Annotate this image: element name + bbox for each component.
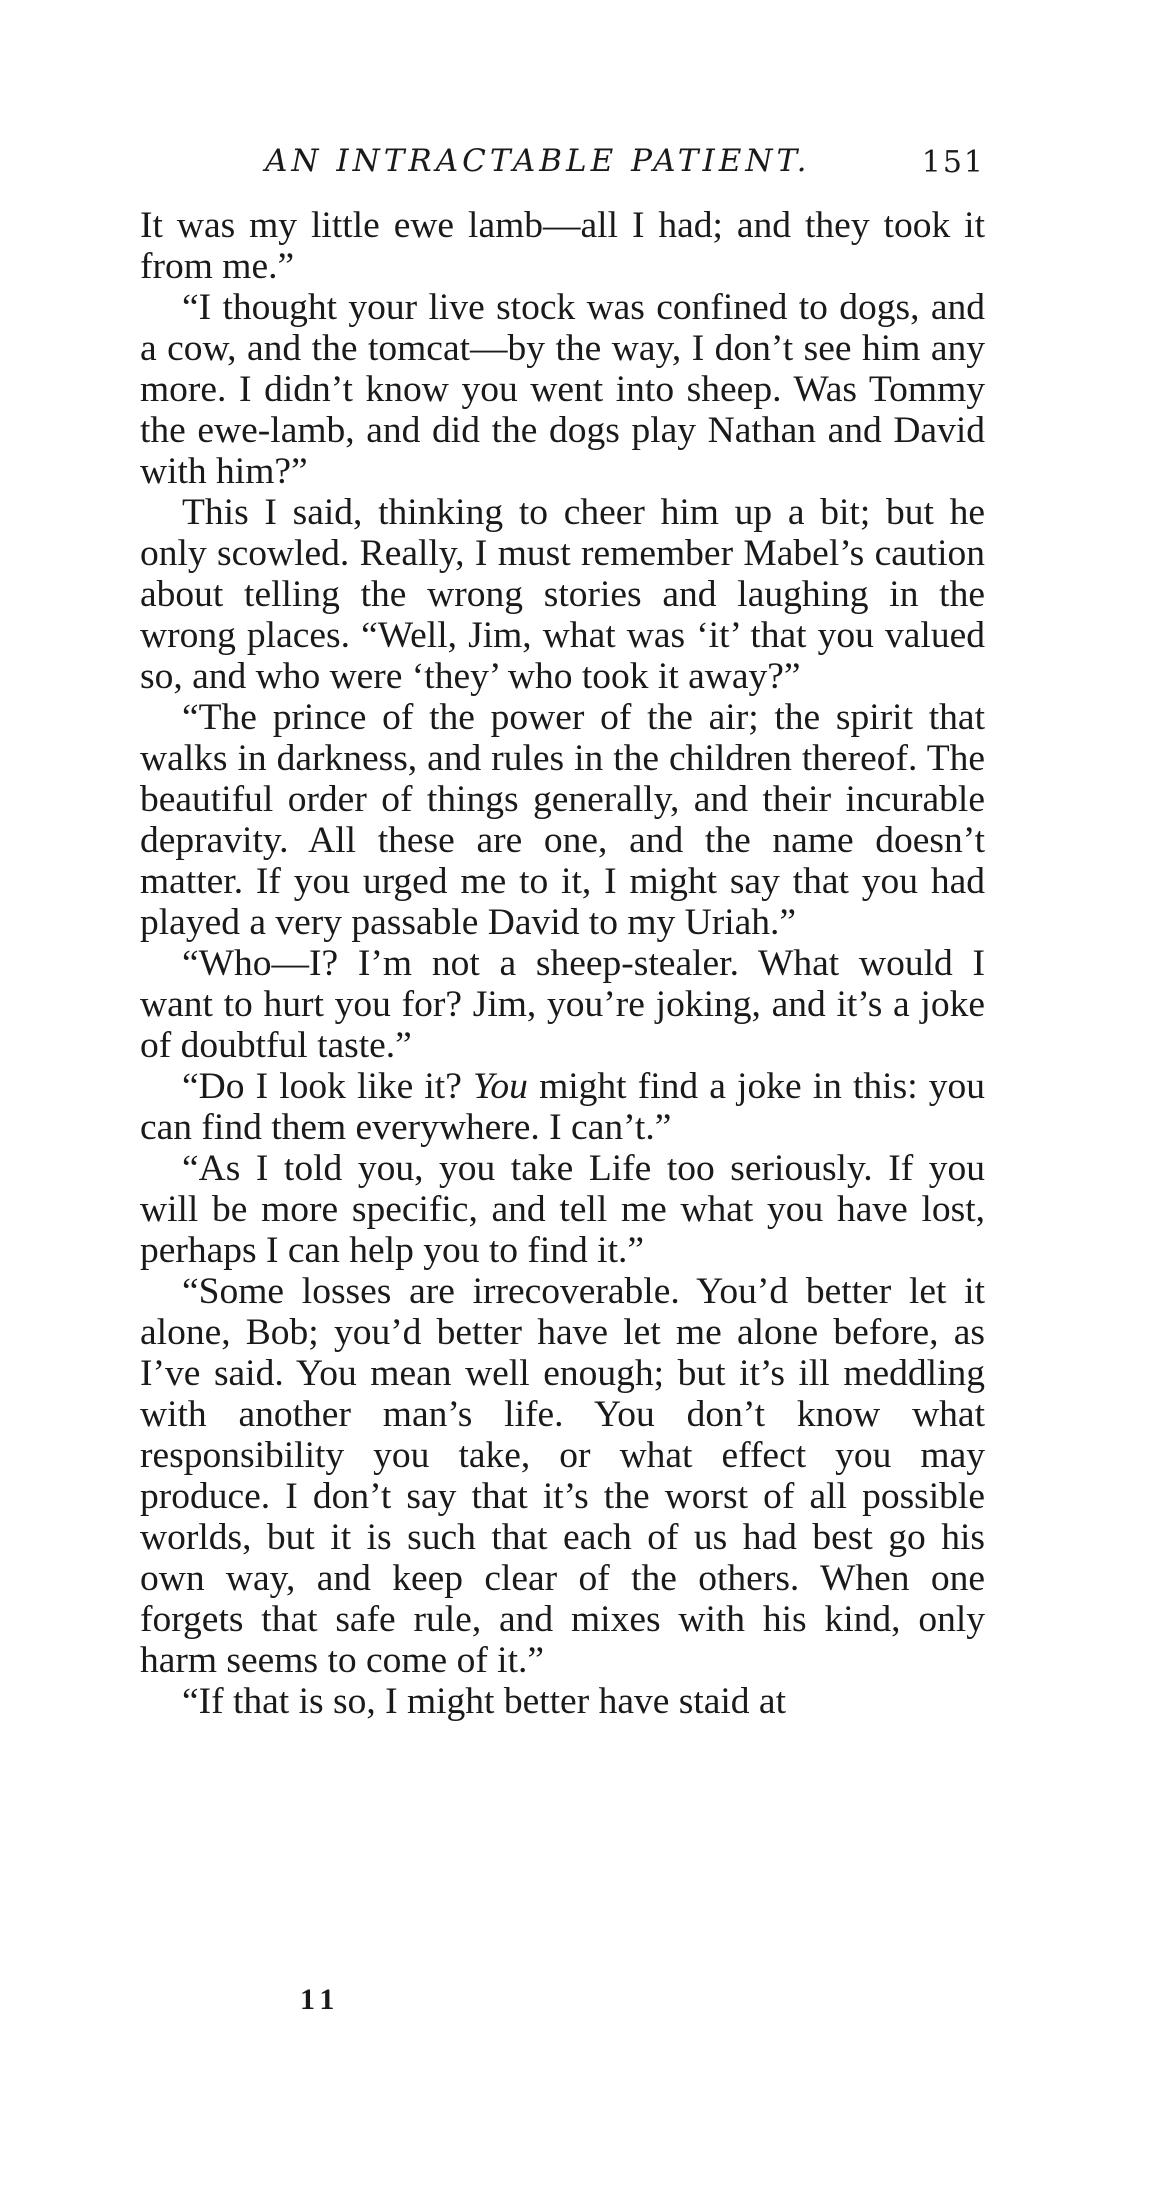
paragraph-6: “Do I look like it? You might find a joke in this: you can find them everywhere. I can’t.” [140,1066,985,1148]
signature-mark: 11 [300,1983,341,2016]
paragraph-7: “As I told you, you take Life too seriously. If you will be more specific, and tell me what you have lost, perhaps I can help you to find it.” [140,1148,985,1271]
running-head [140,143,985,193]
paragraph-8: “Some losses are irrecoverable. You’d better let it alone, Bob; you’d better have let me alone before, as I’ve said. You mean well enough; but it’s ill meddling with another man’s life. You don’t know what responsibility you take, or what effect you may produce. I don’t say that it’s the worst of all possible worlds, but it is such that each of us had best go his own way, and keep clear of the others. When one forgets that safe rule, and mixes with his kind, only harm seems to come of it.” [140,1271,985,1681]
emphasis-you: You [473,1066,528,1107]
paragraph-3: This I said, thinking to cheer him up a bit; but he only scowled. Really, I must remember Mabel’s caution about telling the wrong stories and laughing in the wrong places. “Well, Jim, what was ‘it’ that you valued so, and who were ‘they’ who took it away?” [140,492,985,697]
body-text [140,205,985,1722]
paragraph-4: “The prince of the power of the air; the spirit that walks in darkness, and rules in the children thereof. The beautiful order of things generally, and their incurable depravity. All these are one, and the name doesn’t matter. If you urged me to it, I might say that you had played a very passable David to my Uriah.” [140,697,985,943]
paragraph-9: “If that is so, I might better have staid at [182,1681,786,1722]
paragraph-5: “Who—I? I’m not a sheep-stealer. What would I want to hurt you for? Jim, you’re joking, and it’s a joke of doubtful taste.” [140,943,985,1066]
page-number: 151 [921,145,985,180]
paragraph-1: It was my little ewe lamb—all I had; and they took it from me.” [140,205,985,287]
running-title: AN INTRACTABLE PATIENT. [265,143,811,179]
paragraph-2: “I thought your live stock was confined to dogs, and a cow, and the tomcat—by the way, I don’t see him any more. I didn’t know you went into sheep. Was Tommy the ewe-lamb, and did the dogs play Nathan and David with him?” [140,287,985,492]
